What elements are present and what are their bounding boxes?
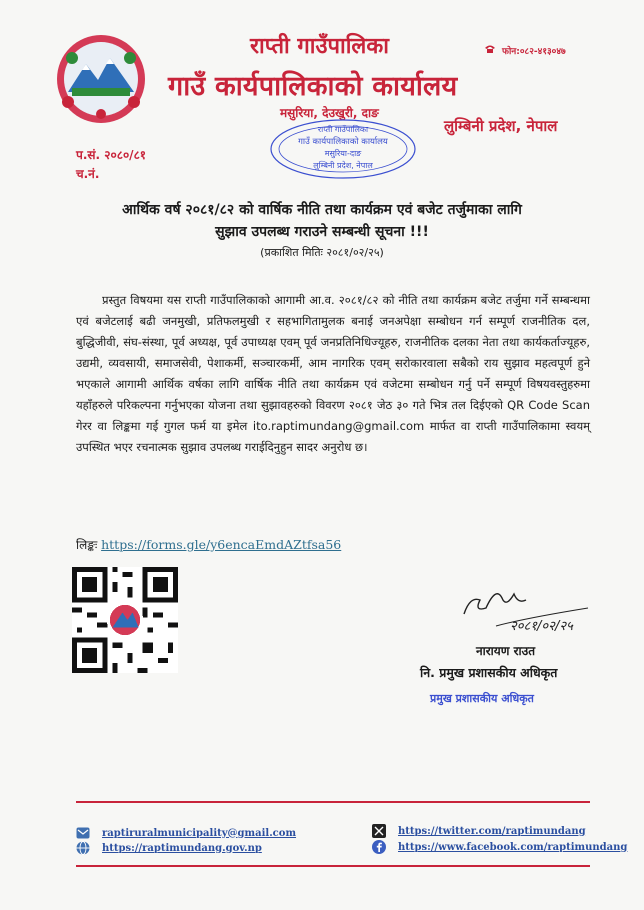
qr-code[interactable] — [72, 567, 178, 673]
email-icon — [76, 826, 90, 840]
phone-number: फोन:०८२-४१३०४७ — [502, 47, 566, 57]
signatory-name: नारायण राउत — [476, 644, 536, 658]
notice-title-line2: सुझाव उपलब्ध गराउने सम्बन्धी सूचना !!! — [215, 224, 429, 240]
notice-title-line1: आर्थिक वर्ष २०८१/८२ को वार्षिक नीति तथा कार्यक्रम एवं बजेट तर्जुमाका लागि — [122, 202, 522, 218]
seal-text-line: गाउँ कार्यपालिकाको कार्यालय — [298, 137, 388, 147]
seal-text-line: मसुरिया-दाङ — [324, 149, 362, 158]
form-link-row — [76, 536, 341, 553]
globe-icon — [76, 841, 90, 855]
fiscal-year-ref: प.सं. २०८०/८१ — [76, 148, 147, 162]
notice-body: प्रस्तुत विषयमा यस राप्ती गाउँपालिकाको आगामी आ.व. २०८१/८२ को नीति तथा कार्यक्रम बजेट तर्जुमा गर्ने सम्बन्धमा एवं बजेटलाई बढी जनमुखी, प्रतिफलमुखी र सहभागितामुलक बनाई जनअपेक्षा सम्बोधन गर्न सम्पूर्ण राजनीतिक दल, बुद्धिजीवी, संघ-संस्था, पूर्व अध्यक्ष, पूर्व उपाध्यक्ष एवम् पूर्व जनप्रतिनिधिज्यूहरु, राजनीतिक दलका नेता तथा कार्यकर्ताज्यूहरु, उद्यमी, व्यवसायी, समाजसेवी, पेशाकर्मी, सञ्चारकर्मी, आम नागरिक एवम् सरोकारवाला सबैको राय सुझाव महत्वपूर्ण हुने भएकाले आगामी आर्थिक वर्षका लागि वार्षिक नीति तथा कार्यक्रम एवं वजेटमा सम्बोधन गर्नु पर्ने सम्पूर्ण विषयवस्तुहरुमा यहाँहरुले परिकल्पना गर्नुभएका योजना तथा सुझावहरुको विवरण २०८१ जेठ ३० गते भित्र तल दिईएको QR Code Scan गेरर वा लिङ्कमा गई गुगल फर्म या इमेल ito.raptimundang@gmail.com मार्फत वा राप्ती गाउँपालिकामा स्वयम् उपस्थित भएर रचनात्मक सुझाव उपलब्ध गराईदिनुहुन सादर अनुरोध छ। — [76, 293, 590, 454]
office-address: मसुरिया, देउखुरी, दाङ — [280, 106, 379, 120]
phone-icon — [484, 44, 496, 57]
signatory-title: नि. प्रमुख प्रशासकीय अधिकृत — [420, 665, 558, 680]
dispatch-number: च.नं. — [76, 167, 100, 181]
footer-email[interactable]: raptiruralmunicipality@gmail.com — [102, 827, 297, 839]
office-seal — [268, 118, 418, 180]
office-name: गाउँ कार्यपालिकाको कार्यालय — [168, 71, 458, 102]
signature-date: २०८१/०२/२५ — [510, 619, 573, 634]
province-name: लुम्बिनी प्रदेश, नेपाल — [444, 117, 558, 135]
handwritten-signature — [456, 578, 596, 638]
footer-email-row — [76, 826, 296, 840]
seal-text-line: लुम्बिनी प्रदेश, नेपाल — [313, 161, 373, 170]
footer-twitter-row — [372, 824, 586, 838]
footer-twitter[interactable]: https://twitter.com/raptimundang — [398, 825, 586, 837]
municipality-logo — [52, 30, 150, 128]
footer-facebook-row — [372, 840, 627, 854]
seal-text-line: राप्ती गाउँपालिका — [317, 125, 369, 134]
footer-website[interactable]: https://raptimundang.gov.np — [102, 842, 262, 854]
phone-row — [484, 44, 566, 57]
facebook-icon — [372, 840, 386, 854]
footer-facebook[interactable]: https://www.facebook.com/raptimundang — [398, 841, 628, 853]
google-form-link[interactable]: https://forms.gle/y6encaEmdAZtfsa56 — [101, 537, 342, 552]
x-twitter-icon — [372, 824, 386, 838]
footer-website-row — [76, 841, 262, 855]
designation-stamp: प्रमुख प्रशासकीय अधिकृत — [430, 692, 534, 705]
footer-divider-top — [76, 801, 590, 803]
published-date: (प्रकाशित मितिः २०८१/०२/२५) — [260, 246, 384, 259]
link-label: लिङ्कः — [76, 538, 98, 552]
footer-divider-bottom — [76, 865, 590, 867]
municipality-name: राप्ती गाउँपालिका — [250, 34, 389, 59]
